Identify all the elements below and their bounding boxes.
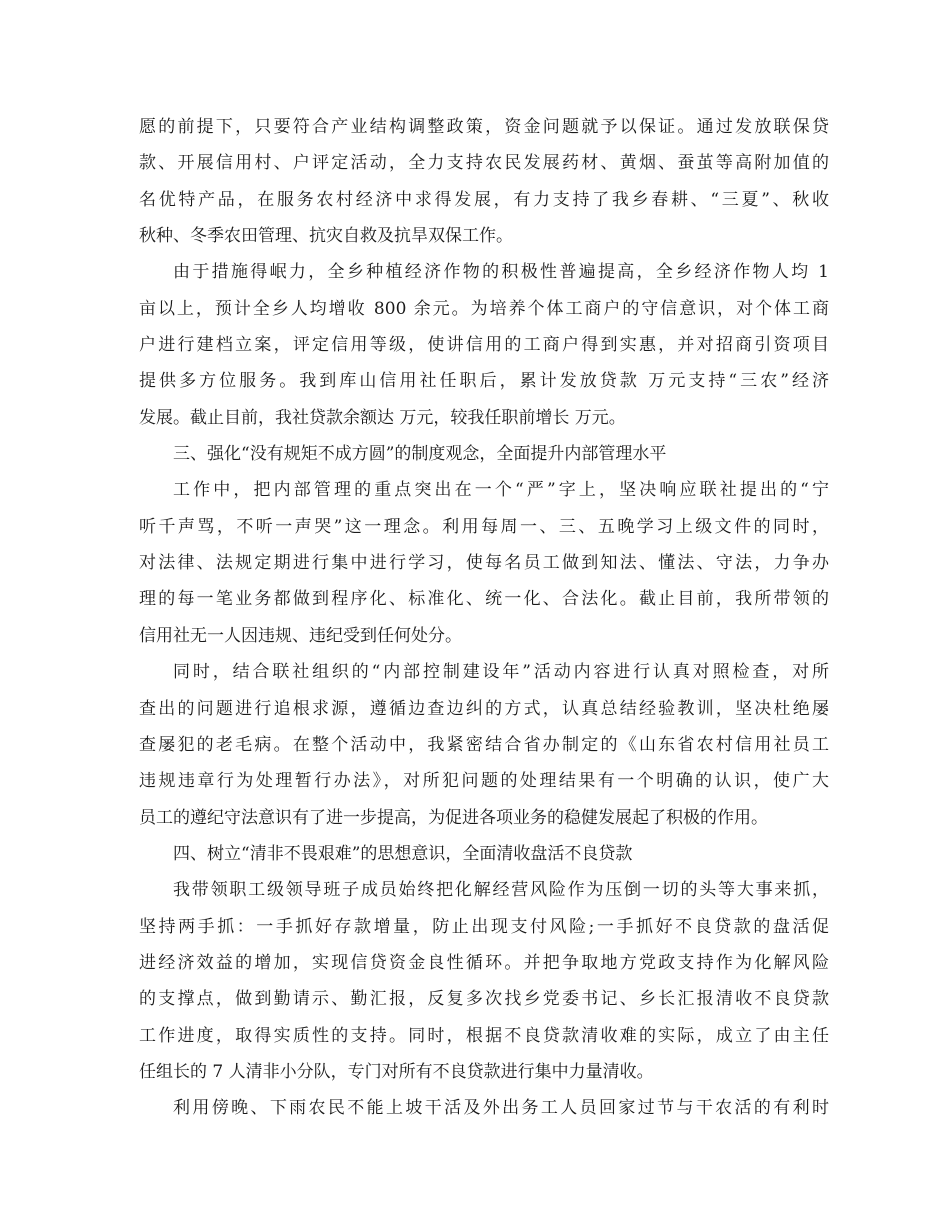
text-line: 户进行建档立案，评定信用等级，使讲信用的工商户得到实惠，并对招商引资项目 xyxy=(139,335,829,356)
text-line: 发展。截止目前，我社贷款余额达 万元，较我任职前增长 万元。 xyxy=(139,407,626,428)
text-line: 工作中，把内部管理的重点突出在一个“严”字上，坚决响应联社提出的“宁 xyxy=(173,480,829,501)
text-line: 任组长的 7 人清非小分队，专门对所有不良贷款进行集中力量清收。 xyxy=(139,1061,654,1082)
text-line: 款、开展信用村、户评定活动，全力支持农民发展药材、黄烟、蚕茧等高附加值的 xyxy=(139,153,829,174)
text-line: 对法律、法规定期进行集中进行学习，使每名员工做到知法、懂法、守法，力争办 xyxy=(139,553,829,574)
text-line: 由于措施得岷力，全乡种植经济作物的积极性普遍提高，全乡经济作物人均 1 xyxy=(173,262,829,283)
text-line: 四、树立“清非不畏艰难”的思想意识，全面清收盘活不良贷款 xyxy=(173,843,633,864)
text-line: 我带领职工级领导班子成员始终把化解经营风险作为压倒一切的头等大事来抓， xyxy=(173,880,829,901)
text-line: 进经济效益的增加，实现信贷资金良性循环。并把争取地方党政支持作为化解风险 xyxy=(139,952,829,973)
text-line: 查屡犯的老毛病。在整个活动中，我紧密结合省办制定的《山东省农村信用社员工 xyxy=(139,734,829,755)
document-body xyxy=(139,109,829,1127)
text-line: 信用社无一人因违规、违纪受到任何处分。 xyxy=(139,625,462,646)
text-line: 同时，结合联社组织的“内部控制建设年”活动内容进行认真对照检查，对所 xyxy=(173,662,829,683)
text-line: 秋种、冬季农田管理、抗灾自救及抗旱双保工作。 xyxy=(139,226,513,247)
text-line: 员工的遵纪守法意识有了进一步提高，为促进各项业务的稳健发展起了积极的作用。 xyxy=(139,807,768,828)
text-line: 理的每一笔业务都做到程序化、标准化、统一化、合法化。截止目前，我所带领的 xyxy=(139,589,829,610)
text-line: 三、强化“没有规矩不成方圆”的制度观念，全面提升内部管理水平 xyxy=(173,444,667,465)
text-line: 愿的前提下，只要符合产业结构调整政策，资金问题就予以保证。通过发放联保贷 xyxy=(139,117,829,137)
text-line: 听千声骂，不听一声哭”这一理念。利用每周一、三、五晚学习上级文件的同时， xyxy=(139,516,829,537)
text-line: 查出的问题进行追根求源，遵循边查边纠的方式，认真总结经验教训，坚决杜绝屡 xyxy=(139,698,829,719)
text-line: 的支撑点，做到勤请示、勤汇报，反复多次找乡党委书记、乡长汇报清收不良贷款 xyxy=(139,989,829,1010)
text-line: 工作进度，取得实质性的支持。同时，根据不良贷款清收难的实际，成立了由主任 xyxy=(139,1025,829,1046)
text-line: 亩以上，预计全乡人均增收 800 余元。为培养个体工商户的守信意识，对个体工商 xyxy=(139,298,829,319)
text-line: 提供多方位服务。我到库山信用社任职后，累计发放贷款 万元支持“三农”经济 xyxy=(139,371,829,392)
text-line: 违规违章行为处理暂行办法》，对所犯问题的处理结果有一个明确的认识，使广大 xyxy=(139,771,829,792)
text-line: 名优特产品，在服务农村经济中求得发展，有力支持了我乡春耕、“三夏”、秋收 xyxy=(139,189,829,210)
text-line: 利用傍晚、下雨农民不能上坡干活及外出务工人员回家过节与干农活的有利时 xyxy=(173,1098,829,1119)
text-line: 坚持两手抓：一手抓好存款增量，防止出现支付风险;一手抓好不良贷款的盘活促 xyxy=(139,916,829,937)
